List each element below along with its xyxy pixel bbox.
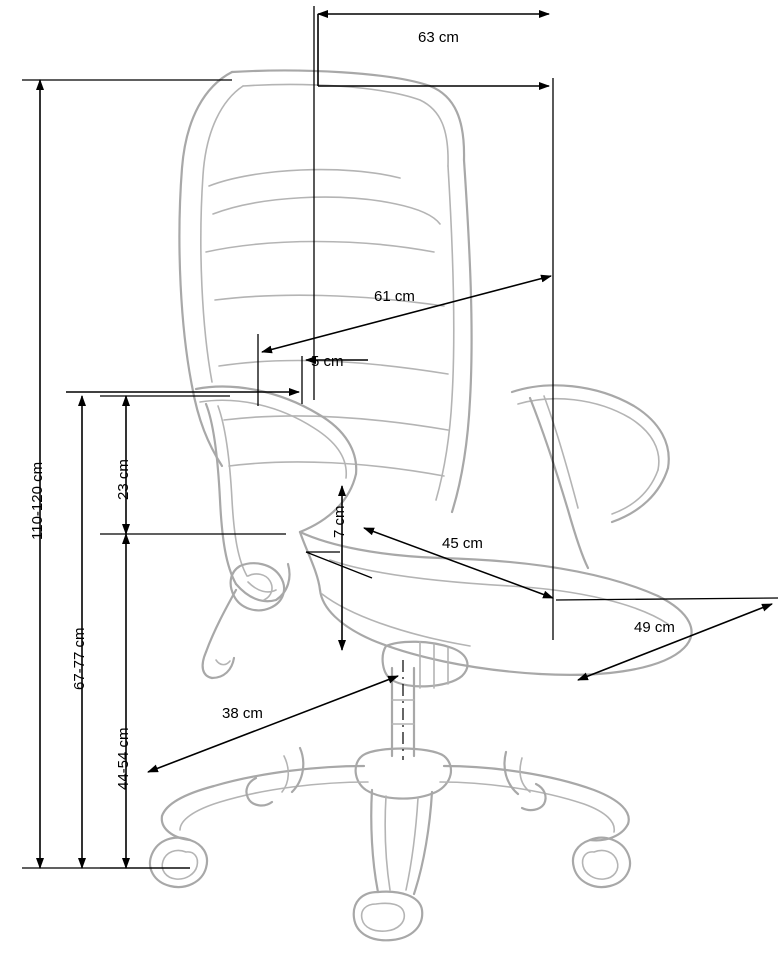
dim-label-5cm: 5 cm: [311, 353, 344, 370]
dim-label-49cm: 49 cm: [634, 619, 675, 636]
dim-38cm: [148, 676, 398, 772]
dim-63cm: [314, 6, 553, 640]
dim-label-23cm: 23 cm: [115, 459, 132, 500]
dim-49cm: [556, 598, 778, 680]
dim-label-61cm: 61 cm: [374, 288, 415, 305]
dim-label-110-120cm: 110-120 cm: [29, 461, 46, 540]
dim-45cm: [306, 528, 553, 598]
dim-5cm: [66, 334, 368, 406]
dim-label-38cm: 38 cm: [222, 705, 263, 722]
dim-label-67-77cm: 67-77 cm: [71, 627, 88, 690]
dim-label-44-54cm: 44-54 cm: [115, 727, 132, 790]
dim-44-54cm: [100, 534, 190, 868]
dim-label-7cm: 7 cm: [331, 505, 348, 538]
dim-label-45cm: 45 cm: [442, 535, 483, 552]
dim-label-63cm: 63 cm: [418, 29, 459, 46]
